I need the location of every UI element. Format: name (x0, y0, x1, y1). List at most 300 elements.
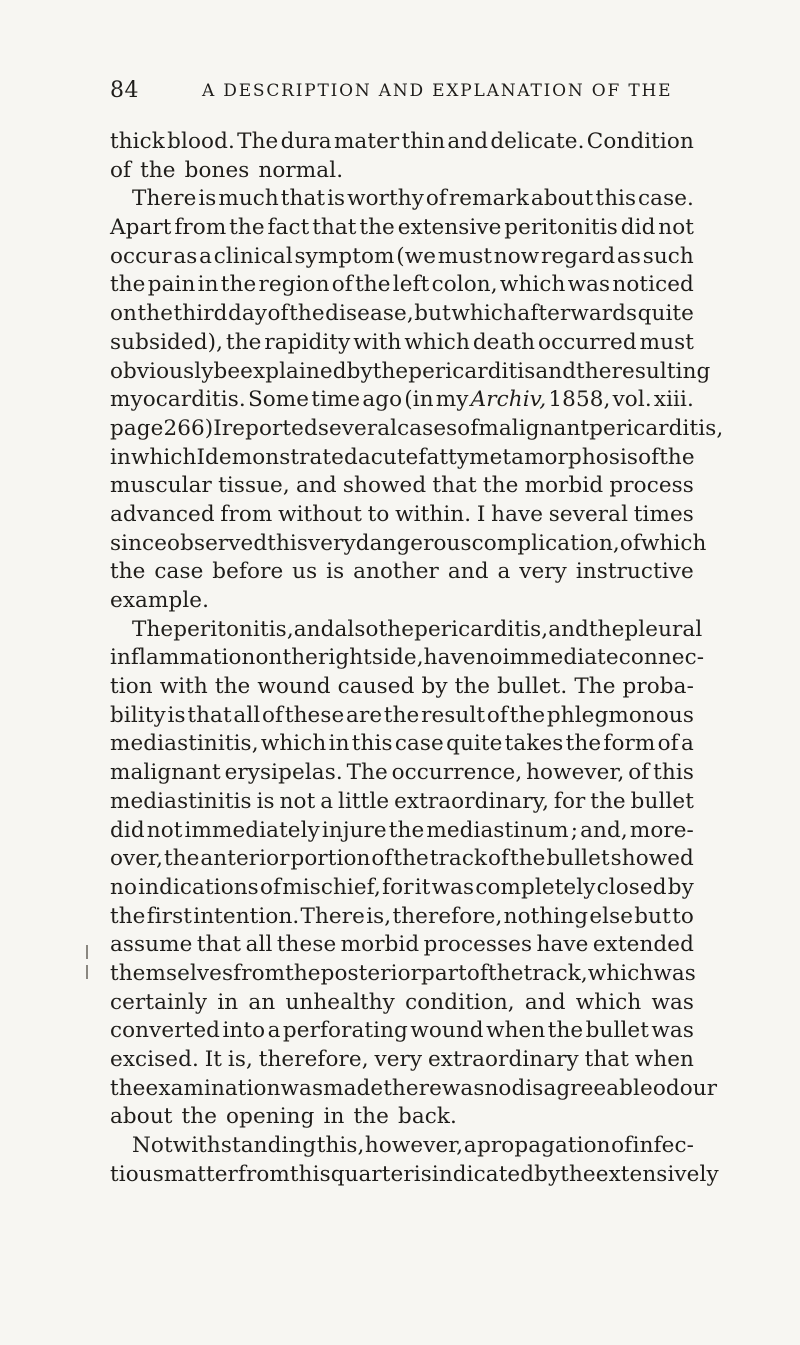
word: which (640, 530, 707, 556)
word: in (328, 731, 350, 757)
text-line (110, 673, 694, 702)
word: extraordinary, (394, 788, 550, 814)
word: bones (184, 157, 250, 183)
word: noticed (612, 272, 694, 298)
word: the (454, 674, 491, 700)
text-line (110, 157, 694, 186)
word: no (475, 645, 503, 671)
word: from (220, 501, 273, 527)
word: no (484, 1075, 512, 1101)
word: death (472, 329, 536, 355)
word: reported (221, 415, 318, 441)
word: connec- (618, 645, 705, 671)
word: showed (610, 846, 694, 872)
word: was (441, 1075, 485, 1101)
word: the (565, 731, 602, 757)
word: assume (110, 932, 193, 958)
word: is (167, 702, 186, 728)
word: showed (342, 473, 427, 499)
text-line (110, 1103, 694, 1132)
word: demonstrated (205, 444, 358, 470)
word: made (323, 1075, 384, 1101)
word: I (476, 501, 486, 527)
word: did (110, 817, 145, 843)
word: result (421, 702, 486, 728)
word: dura (280, 129, 332, 154)
word: the (220, 272, 257, 298)
word: erysipelas. (224, 760, 343, 786)
text-line (110, 386, 694, 415)
word: an (248, 989, 276, 1015)
word: themselves (110, 960, 234, 986)
word: the (163, 846, 200, 872)
word: complication, (471, 530, 620, 556)
word: mediastinum (426, 817, 569, 843)
word: occur (110, 243, 172, 269)
word: is (327, 186, 346, 212)
text-line (110, 845, 694, 874)
word: muscular (110, 473, 212, 499)
word: be (213, 358, 241, 384)
text-line (110, 903, 694, 932)
word: advanced (110, 501, 215, 527)
text-line (110, 817, 694, 846)
text-line (110, 874, 694, 903)
word: the (659, 444, 695, 470)
word: also (334, 616, 379, 642)
text-line (110, 530, 707, 559)
text-line (110, 300, 694, 329)
word: disease, (325, 301, 414, 327)
word: The (132, 616, 174, 642)
word: not (146, 817, 183, 843)
word: when (486, 1018, 546, 1044)
word: Apart (110, 215, 172, 241)
text-line (110, 960, 694, 989)
word: vol. (612, 387, 652, 413)
text-line (110, 214, 694, 243)
word: There (132, 186, 197, 212)
word: proba- (622, 674, 694, 700)
word: infec- (632, 1133, 694, 1159)
text-line (110, 730, 694, 759)
word: with (353, 329, 402, 355)
word: the (383, 702, 420, 728)
text-line (110, 1075, 718, 1104)
word: several (317, 415, 398, 441)
word: posterior (320, 960, 422, 986)
word: I (196, 444, 206, 470)
word: very (374, 1047, 423, 1072)
word: back. (397, 1104, 457, 1130)
margin-mark (86, 945, 88, 959)
running-head: A DESCRIPTION AND EXPLANATION OF THE (202, 81, 673, 101)
word: since (110, 530, 168, 556)
word: acute (357, 444, 419, 470)
word: pericarditis, (589, 415, 724, 441)
text-line (110, 1161, 719, 1190)
word: this (351, 731, 393, 757)
word: quite (446, 731, 503, 757)
text-line (110, 243, 694, 272)
word: case (154, 559, 204, 585)
word: the (388, 817, 425, 843)
word: certainly (110, 989, 208, 1015)
word: symptom (294, 243, 395, 269)
word: injure (321, 817, 387, 843)
word: have (536, 932, 589, 958)
word: from (233, 960, 286, 986)
word: the (488, 960, 524, 986)
body-text (110, 128, 724, 1189)
word: by (667, 874, 694, 900)
word: for (553, 788, 586, 814)
word: The (237, 129, 279, 154)
word: region (258, 272, 330, 298)
word: is (256, 788, 275, 814)
word: within. (395, 501, 472, 527)
word: this, (316, 1133, 365, 1159)
word: very (308, 530, 356, 556)
word: perforating (282, 1018, 408, 1044)
word: The (574, 674, 616, 700)
word: all (233, 702, 261, 728)
text-line (110, 415, 724, 444)
word: left (392, 272, 430, 298)
word: fact (267, 215, 310, 241)
word: these (284, 702, 345, 728)
text-line (110, 558, 694, 587)
word: occurrence, (391, 760, 523, 786)
word: metamorphosis (469, 444, 639, 470)
text-line (110, 501, 694, 530)
word: remark (448, 186, 529, 212)
word: and (447, 559, 489, 585)
word: malignant (478, 415, 590, 441)
word: therefore, (258, 1047, 369, 1072)
word: normal. (258, 157, 344, 183)
word: a (497, 559, 511, 585)
word: have (491, 501, 544, 527)
word: 1858, (548, 387, 611, 413)
word: resulting (611, 358, 711, 384)
word: my (435, 387, 469, 413)
word: processes (423, 932, 533, 958)
word: the (372, 358, 409, 384)
word: nothing (503, 903, 589, 929)
word: little (337, 788, 390, 814)
word: caused (337, 674, 415, 700)
word: myocarditis. (110, 387, 246, 413)
word: unhealthy (285, 989, 395, 1015)
word: excised. (110, 1047, 199, 1072)
word: matter (163, 1161, 238, 1187)
word: delicate. (490, 129, 585, 154)
word: colon, (431, 272, 498, 298)
word: explained (240, 358, 347, 384)
word: indicated (431, 1161, 535, 1187)
word: peritonitis, (173, 616, 294, 642)
word: of (262, 702, 284, 728)
text-line (110, 587, 694, 616)
word: was (431, 874, 475, 900)
word: there (383, 1075, 442, 1101)
word: which (499, 272, 566, 298)
word: portion (290, 846, 371, 872)
word: which (575, 989, 642, 1015)
word: The (346, 760, 388, 786)
word: pericarditis (408, 358, 536, 384)
word: mediastinitis, (110, 731, 259, 757)
word: wound (257, 674, 331, 700)
word: instructive (575, 559, 694, 585)
text-line (110, 1017, 694, 1046)
word: from (237, 1161, 290, 1187)
word: disagreeable (511, 1075, 653, 1101)
word: over, (110, 846, 164, 872)
word: the (482, 473, 519, 499)
word: the (110, 559, 146, 585)
text-line (110, 788, 694, 817)
word: ; (570, 817, 579, 843)
text-line (110, 329, 694, 358)
word: are (346, 702, 383, 728)
word: a (680, 731, 694, 757)
word: fatty (418, 444, 470, 470)
word: before (212, 559, 284, 585)
word: part (421, 960, 467, 986)
word: xiii. (653, 387, 694, 413)
word: converted (110, 1018, 221, 1044)
word: was (653, 960, 696, 986)
word: is, (366, 903, 392, 929)
word: in (323, 1104, 345, 1130)
word: and (295, 473, 337, 499)
word: several (548, 501, 629, 527)
word: which (404, 329, 470, 355)
word: on (255, 645, 283, 671)
word: on (110, 301, 137, 327)
word: did (620, 215, 656, 241)
word: no (110, 874, 137, 900)
word: observed (167, 530, 268, 556)
word: the (137, 301, 174, 327)
word: immediately (184, 817, 320, 843)
word: about (530, 186, 594, 212)
word: of (619, 530, 641, 556)
text-line (110, 1132, 694, 1161)
word: example. (110, 588, 210, 613)
word: the (588, 616, 625, 642)
word: morbid (524, 473, 604, 499)
word: a (463, 1133, 477, 1159)
word: malignant (110, 760, 221, 786)
word: extensively (595, 1161, 719, 1187)
word: of (425, 186, 447, 212)
word: of (657, 731, 679, 757)
word: and (293, 616, 335, 642)
word: Condition (586, 129, 694, 154)
word: in (197, 272, 219, 298)
word: into (222, 1018, 266, 1044)
word: (in (404, 387, 434, 413)
word: have (423, 645, 476, 671)
word: very (519, 559, 567, 585)
word: the (181, 1104, 218, 1130)
word: the (359, 215, 395, 241)
word: propagation (477, 1133, 611, 1159)
word: in (217, 989, 239, 1015)
word: for (382, 874, 414, 900)
word: subsided), (110, 329, 224, 355)
word: of (371, 846, 393, 872)
word: side, (371, 645, 424, 671)
text-line (110, 989, 694, 1018)
word: indications (138, 874, 259, 900)
word: which (260, 731, 327, 757)
word: mischief, (282, 874, 381, 900)
word: case (394, 731, 444, 757)
word: not (279, 788, 316, 814)
word: bullet (546, 846, 610, 872)
word: from (174, 215, 227, 241)
word: that (432, 473, 477, 499)
word: mater (333, 129, 400, 154)
word: not (658, 215, 694, 241)
word: dangerous (355, 530, 472, 556)
word: that (312, 215, 357, 241)
text-line (110, 702, 694, 731)
word: third (173, 301, 228, 327)
word: which (451, 301, 517, 327)
word: cases (397, 415, 458, 441)
word: as (616, 243, 641, 269)
word: morbid (340, 932, 420, 958)
word: and (548, 616, 589, 642)
word: of (466, 960, 489, 986)
word: completely (475, 874, 596, 900)
word: bullet. (497, 674, 568, 700)
word: the (590, 788, 626, 814)
word: which (130, 444, 197, 470)
word: thin (401, 129, 446, 154)
word: page (110, 415, 164, 441)
word: odour (652, 1075, 718, 1101)
page-number: 84 (110, 78, 139, 103)
word: ago (362, 387, 403, 413)
word: was (567, 272, 611, 298)
word: without (278, 501, 362, 527)
word: that (196, 932, 242, 958)
word: therefore, (392, 903, 503, 929)
text-line (110, 644, 705, 673)
text-line (110, 1046, 694, 1075)
word: extraordinary (427, 1047, 579, 1072)
text-line (110, 128, 694, 157)
word: the (393, 846, 429, 872)
word: tion (110, 674, 153, 700)
word: of (486, 702, 508, 728)
text-line (110, 472, 694, 501)
word: of (628, 760, 650, 786)
word: pleural (624, 616, 703, 642)
word: else (589, 903, 634, 929)
word: pain (147, 272, 196, 298)
word: that (280, 186, 326, 212)
word: peritonitis (504, 215, 618, 241)
word: mediastinitis (110, 788, 252, 814)
word: to (672, 903, 694, 929)
word: this (595, 186, 637, 212)
word: tissue, (218, 473, 290, 499)
word: bullet (630, 788, 694, 814)
word: the (353, 1104, 389, 1130)
word: but (414, 301, 451, 327)
word: examination (145, 1075, 281, 1101)
word: track (429, 846, 488, 872)
word: obviously (110, 358, 214, 384)
word: inflammation (110, 645, 256, 671)
word: is, (227, 1047, 253, 1072)
word: phlegmonous (546, 702, 694, 728)
word: by (421, 674, 448, 700)
word: by (346, 358, 373, 384)
word: blood. (167, 129, 235, 154)
word: wound (410, 1018, 484, 1044)
word: the (140, 157, 176, 183)
word: another (353, 559, 439, 585)
margin-mark (86, 965, 88, 979)
word: extended (592, 932, 694, 958)
word: the (576, 358, 612, 384)
word: was (280, 1075, 324, 1101)
word: regard (540, 243, 616, 269)
word: afterwards (517, 301, 638, 327)
word: occurred (538, 329, 637, 355)
word: this (267, 530, 309, 556)
word: about (110, 1104, 173, 1130)
word: rapidity (264, 329, 351, 355)
word: Notwithstanding (132, 1133, 317, 1159)
word: tious (110, 1161, 164, 1187)
word: must (437, 243, 493, 269)
text-line (110, 444, 694, 473)
word: the (282, 645, 318, 671)
word: time (311, 387, 361, 413)
word: which (587, 960, 654, 986)
word: and (524, 989, 566, 1015)
word: of (487, 846, 510, 872)
word: bullet (585, 1018, 649, 1044)
word: however, (526, 760, 625, 786)
word: however, (364, 1133, 464, 1159)
word: I (213, 415, 222, 441)
text-line (110, 358, 711, 387)
word: is (413, 1161, 432, 1187)
word: of (259, 874, 282, 900)
word: the (225, 329, 262, 355)
word: it (414, 874, 431, 900)
word: such (642, 243, 694, 269)
word: the (229, 215, 265, 241)
text-line (110, 185, 694, 214)
word: extensive (397, 215, 502, 241)
word: the (289, 301, 325, 327)
word: as (173, 243, 198, 269)
word: of (267, 301, 289, 327)
page-header (110, 78, 673, 108)
word: to (367, 501, 390, 527)
